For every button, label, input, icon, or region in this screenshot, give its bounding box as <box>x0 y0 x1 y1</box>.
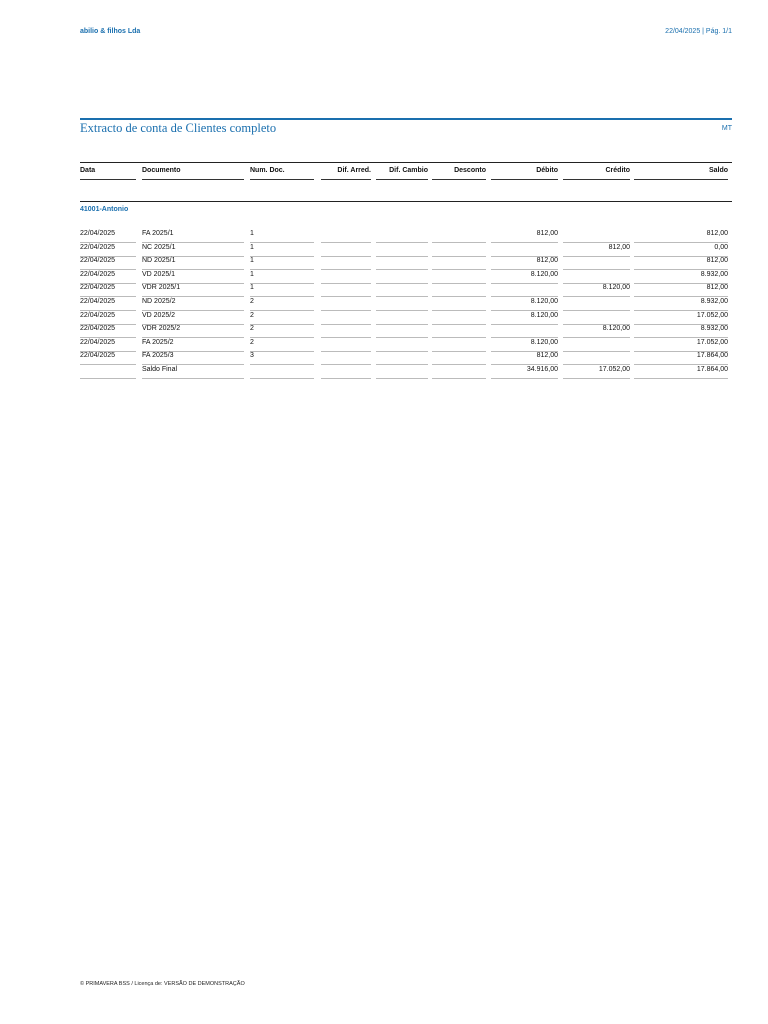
cell-saldo: 812,00 <box>634 255 728 270</box>
currency-label: MT <box>721 125 732 132</box>
cell-num-doc: 3 <box>250 350 314 365</box>
cell-saldo: 8.932,00 <box>634 269 728 284</box>
cell-data: 22/04/2025 <box>80 282 136 297</box>
cell-debito: 812,00 <box>491 255 558 270</box>
cell-documento: FA 2025/1 <box>142 228 244 243</box>
col-header-credito: Crédito <box>563 165 630 180</box>
cell-num-doc: 1 <box>250 269 314 284</box>
cell-saldo: 17.052,00 <box>634 310 728 325</box>
cell-desconto <box>432 364 486 379</box>
table-row <box>80 282 732 296</box>
client-group <box>80 202 732 228</box>
col-header-debito: Débito <box>491 165 558 180</box>
table-row <box>80 228 732 242</box>
cell-num-doc: 2 <box>250 310 314 325</box>
cell-data: 22/04/2025 <box>80 350 136 365</box>
cell-data: 22/04/2025 <box>80 310 136 325</box>
table-row <box>80 337 732 351</box>
cell-credito: 812,00 <box>563 242 630 257</box>
cell-num-doc: 2 <box>250 323 314 338</box>
totals-label: Saldo Final <box>142 364 244 379</box>
cell-dif-arred <box>321 364 371 379</box>
col-header-desconto: Desconto <box>432 165 486 180</box>
cell-documento: VDR 2025/1 <box>142 282 244 297</box>
client-group-label: 41001-Antonio <box>80 206 129 213</box>
cell-documento: VD 2025/2 <box>142 310 244 325</box>
cell-saldo: 8.932,00 <box>634 296 728 311</box>
col-header-dif-arred: Dif. Arred. <box>321 165 371 180</box>
totals-debito: 34.916,00 <box>491 364 558 379</box>
cell-num-doc: 2 <box>250 296 314 311</box>
cell-debito: 812,00 <box>491 228 558 243</box>
company-name: abilio & filhos Lda <box>80 28 141 35</box>
col-header-num-doc: Num. Doc. <box>250 165 314 180</box>
cell-num-doc <box>250 364 314 379</box>
cell-saldo: 812,00 <box>634 282 728 297</box>
page-info: 22/04/2025 | Pág. 1/1 <box>665 28 732 35</box>
totals-saldo: 17.864,00 <box>634 364 728 379</box>
title-rule <box>80 118 732 120</box>
footer-license: © PRIMAVERA BSS / Licença de: VERSÃO DE DEMONSTRAÇÃO <box>80 981 245 987</box>
cell-saldo: 17.052,00 <box>634 337 728 352</box>
cell-num-doc: 1 <box>250 228 314 243</box>
cell-data: 22/04/2025 <box>80 323 136 338</box>
table-row <box>80 310 732 324</box>
cell-data: 22/04/2025 <box>80 255 136 270</box>
table-row <box>80 255 732 269</box>
cell-debito: 812,00 <box>491 350 558 365</box>
cell-documento: FA 2025/3 <box>142 350 244 365</box>
col-header-data: Data <box>80 165 136 180</box>
table-body <box>80 228 732 364</box>
cell-data: 22/04/2025 <box>80 296 136 311</box>
cell-saldo: 812,00 <box>634 228 728 243</box>
col-header-dif-cambio: Dif. Cambio <box>376 165 428 180</box>
table-row <box>80 350 732 364</box>
totals-credito: 17.052,00 <box>563 364 630 379</box>
cell-saldo: 0,00 <box>634 242 728 257</box>
cell-num-doc: 2 <box>250 337 314 352</box>
table-row <box>80 296 732 310</box>
table-row <box>80 242 732 256</box>
cell-credito: 8.120,00 <box>563 323 630 338</box>
cell-debito: 8.120,00 <box>491 337 558 352</box>
cell-data: 22/04/2025 <box>80 269 136 284</box>
page-title: Extracto de conta de Clientes completo <box>80 121 277 135</box>
cell-documento: VDR 2025/2 <box>142 323 244 338</box>
cell-documento: FA 2025/2 <box>142 337 244 352</box>
table-row <box>80 323 732 337</box>
cell-credito: 8.120,00 <box>563 282 630 297</box>
statement-table <box>80 162 732 378</box>
cell-debito: 8.120,00 <box>491 269 558 284</box>
cell-saldo: 8.932,00 <box>634 323 728 338</box>
cell-documento: VD 2025/1 <box>142 269 244 284</box>
cell-num-doc: 1 <box>250 282 314 297</box>
cell-documento: NC 2025/1 <box>142 242 244 257</box>
cell-data <box>80 364 136 379</box>
cell-saldo: 17.864,00 <box>634 350 728 365</box>
cell-data: 22/04/2025 <box>80 242 136 257</box>
col-header-saldo: Saldo <box>634 165 728 180</box>
cell-num-doc: 1 <box>250 242 314 257</box>
cell-data: 22/04/2025 <box>80 228 136 243</box>
table-row <box>80 269 732 283</box>
cell-debito: 8.120,00 <box>491 296 558 311</box>
cell-num-doc: 1 <box>250 255 314 270</box>
cell-dif-cambio <box>376 364 428 379</box>
totals-row <box>80 364 732 378</box>
cell-debito: 8.120,00 <box>491 310 558 325</box>
col-header-documento: Documento <box>142 165 244 180</box>
table-header <box>80 162 732 202</box>
cell-documento: ND 2025/2 <box>142 296 244 311</box>
cell-documento: ND 2025/1 <box>142 255 244 270</box>
cell-data: 22/04/2025 <box>80 337 136 352</box>
